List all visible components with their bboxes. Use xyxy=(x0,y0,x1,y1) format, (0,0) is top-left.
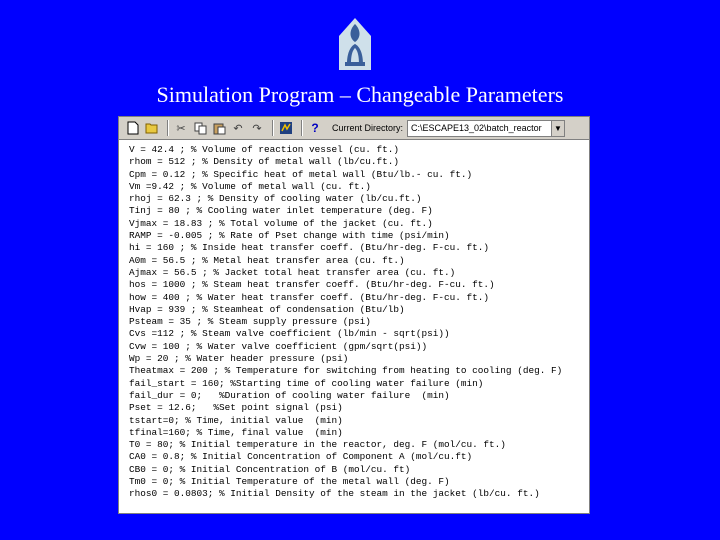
code-line: Hvap = 939 ; % Steamheat of condensation (Btu/lb) xyxy=(129,303,405,315)
logo-emblem-icon xyxy=(339,18,371,70)
code-line: fail_start = 160; %Starting time of cooling water failure (min) xyxy=(129,377,484,389)
university-logo xyxy=(339,18,371,70)
cut-icon[interactable]: ✂ xyxy=(176,122,186,135)
new-file-icon[interactable] xyxy=(125,120,141,136)
code-line: Tinj = 80 ; % Cooling water inlet temperature (deg. F) xyxy=(129,205,433,217)
open-folder-icon[interactable] xyxy=(144,120,160,136)
code-line: rhom = 512 ; % Density of metal wall (lb/cu.ft.) xyxy=(129,156,400,168)
code-line: rhos0 = 0.0803; % Initial Density of the steam in the jacket (lb/cu. ft.) xyxy=(129,488,540,500)
code-line: hos = 1000 ; % Steam heat transfer coeff. (Btu/hr-deg. F-cu. ft.) xyxy=(129,279,495,291)
code-line: Ajmax = 56.5 ; % Jacket total heat transfer area (cu. ft.) xyxy=(129,266,456,278)
chevron-down-icon[interactable]: ▼ xyxy=(552,120,565,137)
code-line: Cpm = 0.12 ; % Specific heat of metal wall (Btu/lb.- cu. ft.) xyxy=(129,168,473,180)
code-line: Pset = 12.6; %Set point signal (psi) xyxy=(129,402,343,414)
code-line: Cvs =112 ; % Steam valve coefficient (lb/min - sqrt(psi)) xyxy=(129,328,450,340)
code-line: Vjmax = 18.83 ; % Total volume of the jacket (cu. ft.) xyxy=(129,217,433,229)
toolbar-separator xyxy=(272,120,274,136)
code-line: Wp = 20 ; % Water header pressure (psi) xyxy=(129,353,349,365)
copy-icon[interactable] xyxy=(192,120,208,136)
code-line: Vm =9.42 ; % Volume of metal wall (cu. ft.) xyxy=(129,180,371,192)
code-line: T0 = 80; % Initial temperature in the reactor, deg. F (mol/cu. ft.) xyxy=(129,439,506,451)
toolbar-separator xyxy=(167,120,169,136)
code-line: rhoj = 62.3 ; % Density of cooling water (lb/cu.ft.) xyxy=(129,193,422,205)
code-line: Theatmax = 200 ; % Temperature for switching from heating to cooling (deg. F) xyxy=(129,365,563,377)
current-directory-field[interactable]: C:\ESCAPE13_02\batch_reactor xyxy=(407,120,552,137)
help-icon[interactable]: ? xyxy=(311,121,319,135)
code-line: V = 42.4 ; % Volume of reaction vessel (cu. ft.) xyxy=(129,144,400,155)
toolbar-separator xyxy=(301,120,303,136)
code-line: tfinal=160; % Time, final value (min) xyxy=(129,426,343,438)
code-line: hi = 160 ; % Inside heat transfer coeff. (Btu/hr-deg. F-cu. ft.) xyxy=(129,242,490,254)
current-directory-label: Current Directory: xyxy=(332,123,404,133)
code-line: how = 400 ; % Water heat transfer coeff. (Btu/hr-deg. F-cu. ft.) xyxy=(129,291,490,303)
paste-icon[interactable] xyxy=(211,120,227,136)
code-line: fail_dur = 0; %Duration of cooling water failure (min) xyxy=(129,389,450,401)
code-line: CB0 = 0; % Initial Concentration of B (mol/cu. ft) xyxy=(129,463,411,475)
redo-icon[interactable]: ↷ xyxy=(252,122,262,135)
code-line: Psteam = 35 ; % Steam supply pressure (psi) xyxy=(129,316,371,328)
toolbar xyxy=(119,117,589,140)
simulink-icon[interactable] xyxy=(278,120,294,136)
code-line: Tm0 = 0; % Initial Temperature of the metal wall (deg. F) xyxy=(129,476,450,488)
code-line: RAMP = -0.005 ; % Rate of Pset change with time (psi/min) xyxy=(129,230,450,242)
code-editor[interactable] xyxy=(119,140,589,501)
code-line: A0m = 56.5 ; % Metal heat transfer area (cu. ft.) xyxy=(129,254,405,266)
matlab-window xyxy=(118,116,590,514)
undo-icon[interactable]: ↶ xyxy=(233,122,243,135)
slide-title: Simulation Program – Changeable Parameters xyxy=(156,82,564,107)
code-line: CA0 = 0.8; % Initial Concentration of Component A (mol/cu.ft) xyxy=(129,451,473,463)
code-line: tstart=0; % Time, initial value (min) xyxy=(129,414,343,426)
code-line: Cvw = 100 ; % Water valve coefficient (gpm/sqrt(psi)) xyxy=(129,340,428,352)
